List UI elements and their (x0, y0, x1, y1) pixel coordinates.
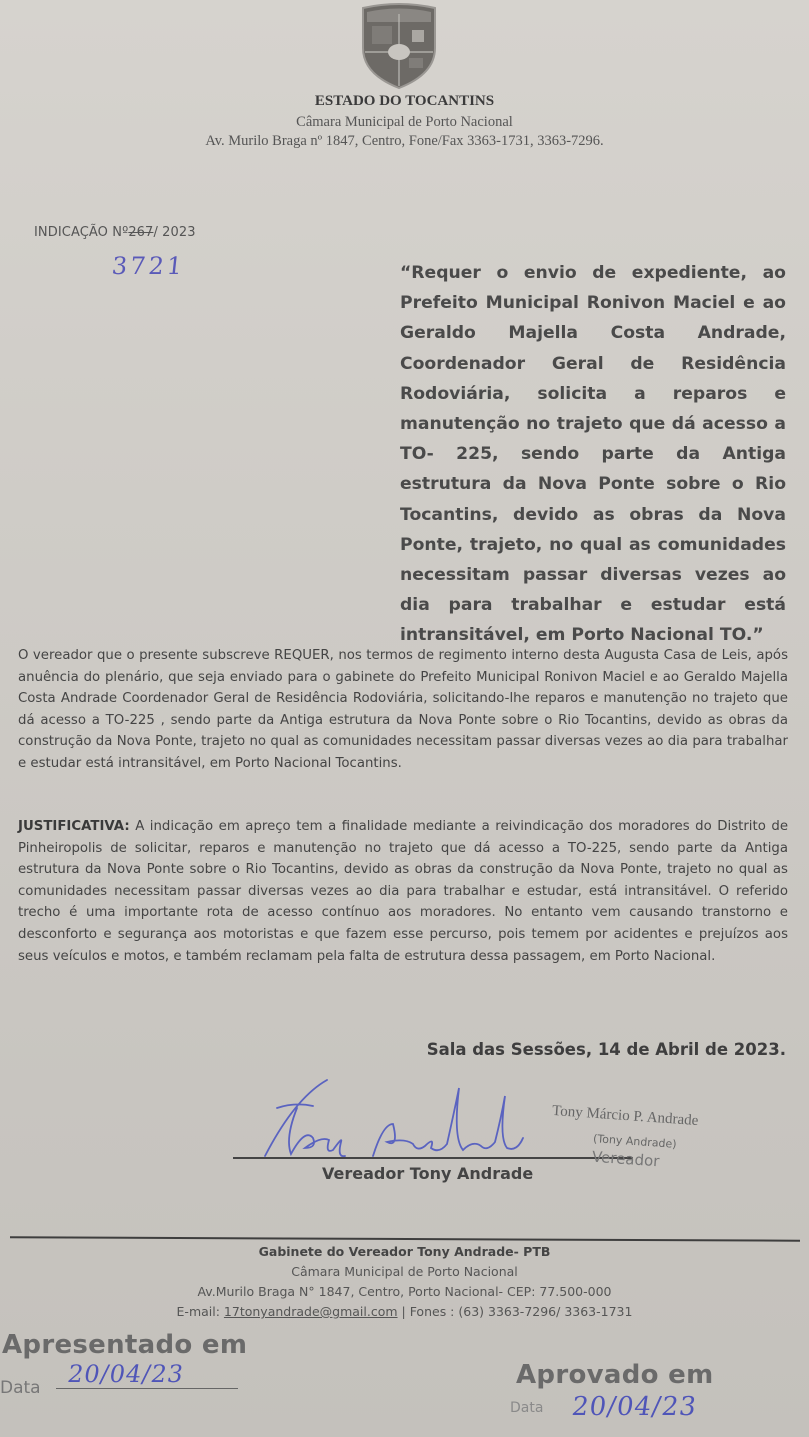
approved-date-label: Data (510, 1400, 544, 1416)
header-chamber-name: Câmara Municipal de Porto Nacional (296, 114, 513, 130)
stamp-role: Vereador (591, 1147, 660, 1171)
footer-phones: | Fones : (63) 3363-7296/ 3363-1731 (397, 1304, 633, 1319)
footer-address: Av.Murilo Braga N° 1847, Centro, Porto Nacional- CEP: 77.500-000 (197, 1284, 612, 1299)
indication-struck-number: 267 (128, 225, 154, 240)
presented-handwritten-date: 20/04/23 (65, 1360, 187, 1388)
indication-handwritten-number: 3721 (110, 252, 187, 280)
footer-email-label: E-mail: (176, 1304, 224, 1319)
justification-paragraph (18, 816, 788, 967)
header-state-title: ESTADO DO TOCANTINS (314, 93, 495, 109)
footer-email-link[interactable]: 17tonyandrade@gmail.com (223, 1304, 398, 1319)
approved-stamp-label: Aprovado em (516, 1360, 714, 1390)
stamp-nickname: (Tony Andrade) (592, 1132, 677, 1151)
presented-stamp-label: Apresentado em (2, 1330, 248, 1360)
indication-year: / 2023 (153, 225, 196, 240)
approved-handwritten-date: 20/04/23 (569, 1392, 699, 1422)
presented-date-label: Data (0, 1378, 41, 1398)
footer-contact (0, 1304, 809, 1319)
signature-line (233, 1157, 633, 1159)
justification-label: JUSTIFICATIVA: (18, 819, 130, 834)
footer-chamber: Câmara Municipal de Porto Nacional (291, 1264, 518, 1279)
footer-office: Gabinete do Vereador Tony Andrade- PTB (258, 1244, 551, 1259)
indication-prefix: INDICAÇÃO Nº (34, 225, 129, 240)
indication-number-label (34, 225, 196, 240)
ementa-summary: “Requer o envio de expediente, ao Prefeito Municipal Ronivon Maciel e ao Geraldo Majella Costa Andrade, Coordenador Geral de Residência Rodoviária, solicita a reparos e manutenção no trajeto que dá acesso a TO- 225, sendo parte da Antiga estrutura da Nova Ponte sobre o Rio Tocantins, devido as obras da Nova Ponte, trajeto, no qual as comunidades necessitam passar diversas vezes ao dia para trabalhar e estudar está intransitável, em Porto Nacional TO.” (400, 263, 786, 646)
signatory-printed-name: Vereador Tony Andrade (322, 1164, 534, 1183)
justification-text: A indicação em apreço tem a finalidade mediante a reivindicação dos moradores do Distrito de Pinheiropolis de solicitar, reparos e manutenção no trajeto que dá acesso a TO-225, sendo parte da Antiga estrutura da Nova Ponte sobre o Rio Tocantins, devido as obras da construção da Nova Ponte, trajeto no qual as comunidades necessitam passar diversas vezes ao dia para trabalhar e estudar, está intransitável. O referido trecho é uma importante rota de acesso contínuo aos moradores. No entanto vem causando transtorno e desconforto e segurança aos motoristas e que fazem esse percurso, pois temem por acidentes e prejuízos aos seus veículos e motos, e também reclamam pela falta de estrutura dessa passagem, em Porto Nacional. (18, 819, 788, 964)
presented-date-line (56, 1388, 238, 1389)
session-place-date: Sala das Sessões, 14 de Abril de 2023. (426, 1040, 786, 1059)
coat-of-arms-icon (357, 2, 441, 90)
footer-divider (10, 1236, 800, 1241)
stamp-full-name: Tony Márcio P. Andrade (551, 1102, 699, 1130)
header-address: Av. Murilo Braga nº 1847, Centro, Fone/Fax 3363-1731, 3363-7296. (205, 133, 604, 149)
request-paragraph: O vereador que o presente subscreve REQUER, nos termos de regimento interno desta Augusta Casa de Leis, após anuência do plenário, que seja enviado para o gabinete do Prefeito Municipal Ronivon Maciel e ao Geraldo Majella Costa Andrade Coordenador Geral de Residência Rodoviária, solicitando-lhe reparos e manutenção no trajeto que dá acesso a TO-225 , sendo parte da Antiga estrutura da Nova Ponte sobre o Rio Tocantins, devido as obras da construção da Nova Ponte, trajeto no qual as comunidades necessitam passar diversas vezes ao dia para trabalhar e estudar está intransitável, em Porto Nacional Tocantins. (18, 648, 788, 771)
handwritten-signature (255, 1078, 535, 1158)
